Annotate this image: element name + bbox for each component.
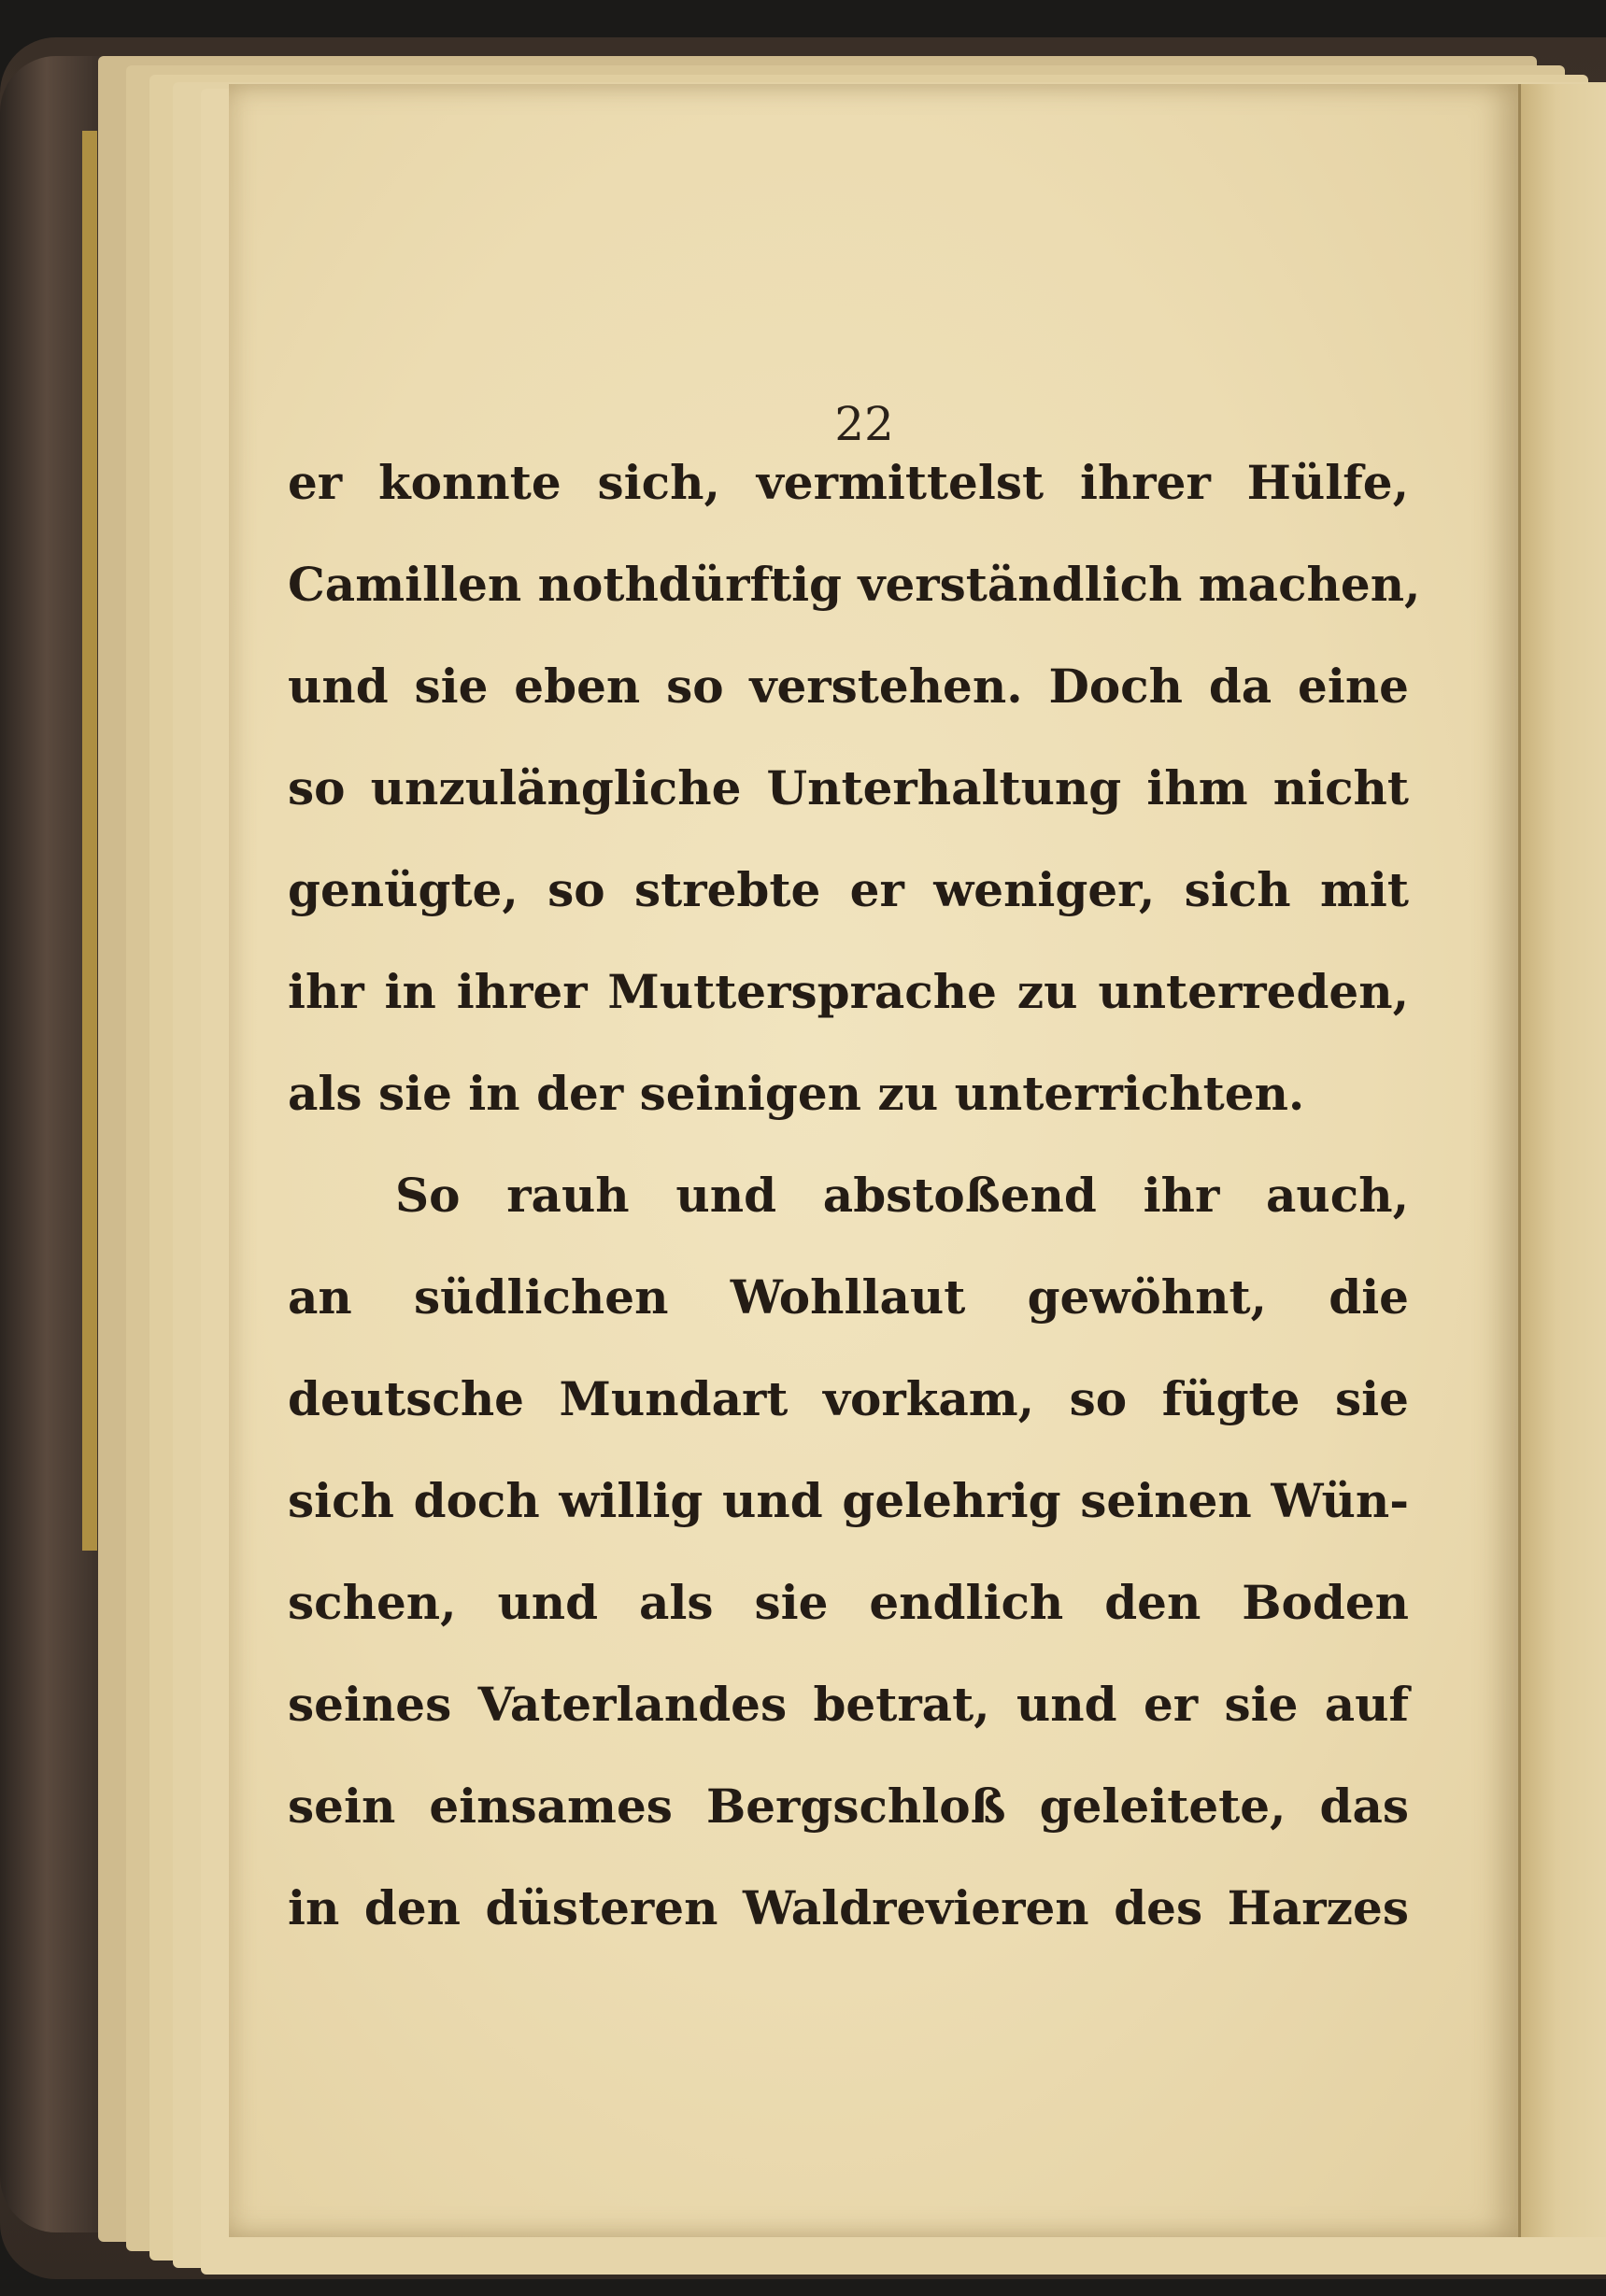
text-line: sich doch willig und gelehrig seinen Wün- (288, 1473, 1409, 1528)
text-line: seines Vaterlandes betrat, und er sie auf (288, 1677, 1409, 1732)
page-text (288, 432, 1421, 1959)
text-line: so unzulängliche Unterhaltung ihm nicht (288, 760, 1409, 815)
text-line: genügte, so strebte er weniger, sich mit (288, 862, 1409, 917)
text-line: sein einsames Bergschloß geleitete, das (288, 1779, 1409, 1834)
text-line: in den düsteren Waldrevieren des Harzes (288, 1880, 1409, 1935)
text-line: ihr in ihrer Muttersprache zu unterreden, (288, 964, 1409, 1019)
page-number: 22 (834, 397, 894, 451)
text-line: Camillen nothdürftig verständlich machen, (288, 557, 1421, 612)
gilt-edge (82, 131, 97, 1551)
text-line: So rauh und abstoßend ihr auch, (395, 1168, 1409, 1223)
text-line: als sie in der seinigen zu unterrichten. (288, 1066, 1305, 1121)
text-line: schen, und als sie endlich den Boden (288, 1575, 1409, 1630)
text-line: er konnte sich, vermittelst ihrer Hülfe, (288, 455, 1409, 510)
text-line: und sie eben so verstehen. Doch da eine (288, 659, 1409, 714)
text-line: an südlichen Wohllaut gewöhnt, die (288, 1269, 1409, 1325)
facing-page (1518, 84, 1606, 2237)
text-line: deutsche Mundart vorkam, so fügte sie (288, 1371, 1409, 1426)
